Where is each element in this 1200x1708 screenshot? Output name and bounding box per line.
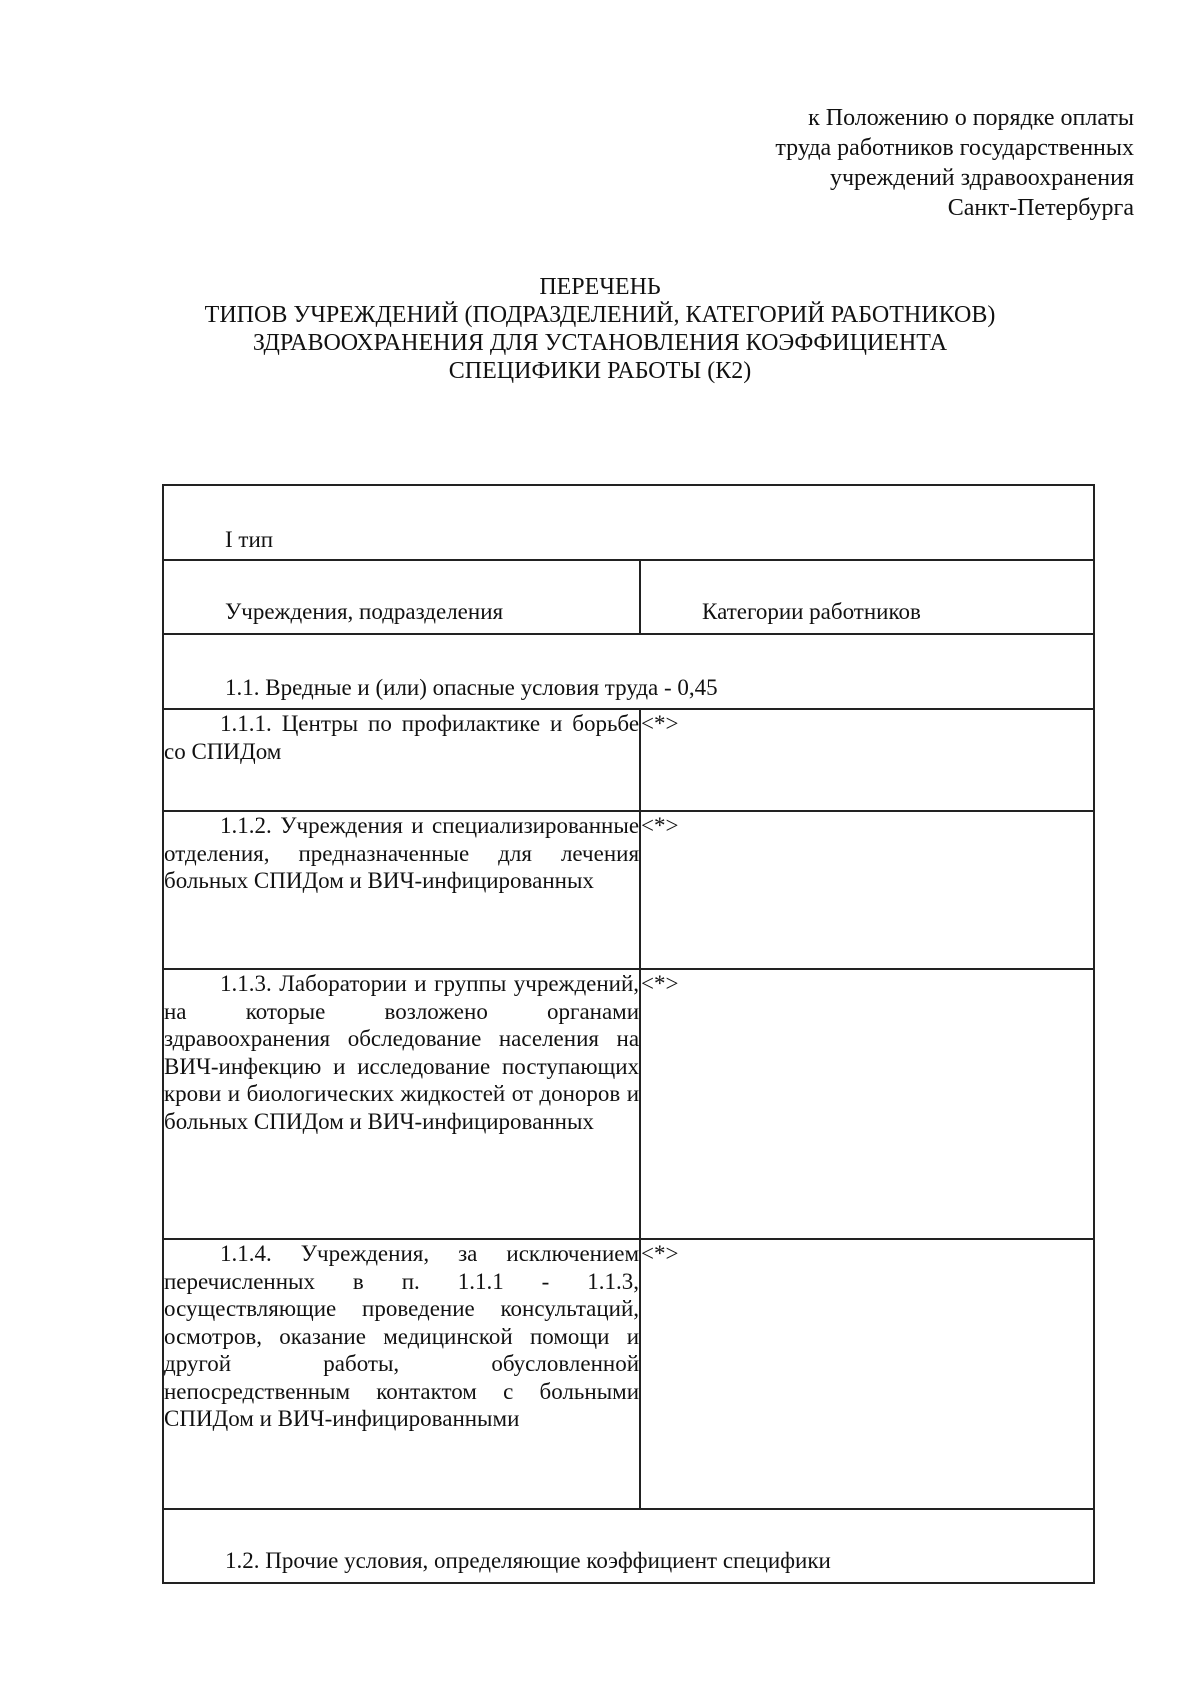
condition-cell <box>163 1509 1094 1583</box>
category-mark: <*> <box>641 1241 679 1266</box>
appendix-line: к Положению о порядке оплаты <box>808 105 1134 131</box>
table-row <box>163 1239 1094 1509</box>
appendix-line: труда работников государственных <box>775 135 1134 161</box>
header-cell-institutions <box>163 560 640 634</box>
type-cell <box>163 485 1094 560</box>
column-header-institutions: Учреждения, подразделения <box>225 599 504 624</box>
category-cell <box>640 1239 1094 1509</box>
category-cell <box>640 709 1094 811</box>
table-row-type <box>163 485 1094 560</box>
category-mark: <*> <box>641 971 679 996</box>
table-row <box>163 709 1094 811</box>
category-mark: <*> <box>641 711 679 736</box>
appendix-reference <box>534 103 1134 223</box>
table-row-condition <box>163 634 1094 709</box>
category-cell <box>640 811 1094 969</box>
types-table <box>162 484 1095 1584</box>
table-row <box>163 969 1094 1239</box>
item-cell <box>163 1239 640 1509</box>
condition-label: 1.2. Прочие условия, определяющие коэффициент специфики <box>225 1548 831 1573</box>
title-line: СПЕЦИФИКИ РАБОТЫ (К2) <box>448 358 752 384</box>
condition-cell <box>163 634 1094 709</box>
condition-label: 1.1. Вредные и (или) опасные условия труда - 0,45 <box>225 675 718 700</box>
item-text: 1.1.2. Учреждения и специализированные отделения, предназначенные для лечения больных СПИДом и ВИЧ-инфицированных <box>164 813 640 893</box>
item-cell <box>163 811 640 969</box>
item-cell <box>163 709 640 811</box>
category-cell <box>640 969 1094 1239</box>
title-line: ПЕРЕЧЕНЬ <box>539 274 661 300</box>
item-text: 1.1.3. Лаборатории и группы учреждений, на которые возложено органами здравоохранения обследование населения на ВИЧ-инфекцию и исследование поступающих крови и биологических жидкостей от доноров и больных СПИДом и ВИЧ-инфицированных <box>164 971 640 1134</box>
column-header-categories: Категории работников <box>702 599 921 624</box>
document-title <box>160 273 1040 385</box>
category-mark: <*> <box>641 813 679 838</box>
header-cell-categories <box>640 560 1094 634</box>
table-row-condition <box>163 1509 1094 1583</box>
item-text: 1.1.1. Центры по профилактике и борьбе со СПИДом <box>164 711 640 764</box>
title-line: ТИПОВ УЧРЕЖДЕНИЙ (ПОДРАЗДЕЛЕНИЙ, КАТЕГОРИЙ РАБОТНИКОВ) <box>204 302 996 328</box>
table-row <box>163 811 1094 969</box>
appendix-line: учреждений здравоохранения <box>829 165 1134 191</box>
item-text: 1.1.4. Учреждения, за исключением перечисленных в п. 1.1.1 - 1.1.3, осуществляющие проведение консультаций, осмотров, оказание медицинской помощи и другой работы, обусловленной непосредственным контактом с больными СПИДом и ВИЧ-инфицированными <box>164 1241 640 1431</box>
appendix-line: Санкт-Петербурга <box>947 195 1134 221</box>
table-header-row <box>163 560 1094 634</box>
title-line: ЗДРАВООХРАНЕНИЯ ДЛЯ УСТАНОВЛЕНИЯ КОЭФФИЦИЕНТА <box>252 330 948 356</box>
type-label: I тип <box>225 527 274 552</box>
item-cell <box>163 969 640 1239</box>
